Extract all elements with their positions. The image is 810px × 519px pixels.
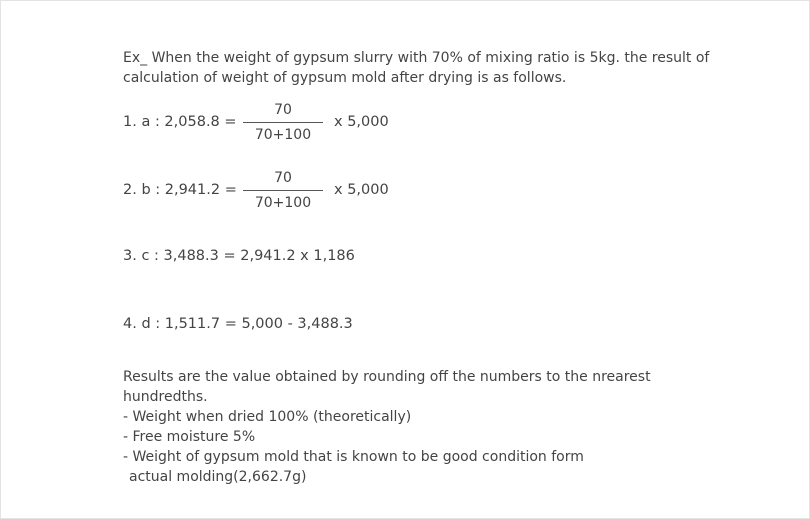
note-bullet-1: - Weight when dried 100% (theoretically)	[123, 409, 412, 425]
step-2-numerator: 70	[274, 170, 292, 186]
notes-line-2: hundredths.	[123, 389, 208, 405]
step-3-equation: 3. c : 3,488.3 = 2,941.2 x 1,186	[123, 248, 355, 264]
intro-line-1: Ex_ When the weight of gypsum slurry with 70% of mixing ratio is 5kg. the result of	[123, 50, 710, 66]
intro-paragraph	[123, 48, 723, 88]
step-1-fraction	[243, 100, 323, 145]
note-bullet-3-continuation: actual molding(2,662.7g)	[129, 469, 307, 485]
step-2-multiplier: x 5,000	[334, 182, 389, 198]
step-1-numerator: 70	[274, 102, 292, 118]
step-4-equation: 4. d : 1,511.7 = 5,000 - 3,488.3	[123, 316, 353, 332]
notes-section	[123, 367, 723, 487]
step-1-denominator: 70+100	[254, 127, 312, 143]
step-1-label: 1. a : 2,058.8 =	[123, 114, 237, 130]
note-bullet-2: - Free moisture 5%	[123, 429, 256, 445]
note-bullet-3: - Weight of gypsum mold that is known to be good condition form	[123, 449, 584, 465]
intro-line-2: calculation of weight of gypsum mold after drying is as follows.	[123, 70, 567, 86]
step-2-denominator: 70+100	[254, 195, 312, 211]
step-2-fraction	[243, 168, 323, 213]
step-2-label: 2. b : 2,941.2 =	[123, 182, 237, 198]
step-1-multiplier: x 5,000	[334, 114, 389, 130]
notes-line-1: Results are the value obtained by rounding off the numbers to the nrearest	[123, 369, 651, 385]
